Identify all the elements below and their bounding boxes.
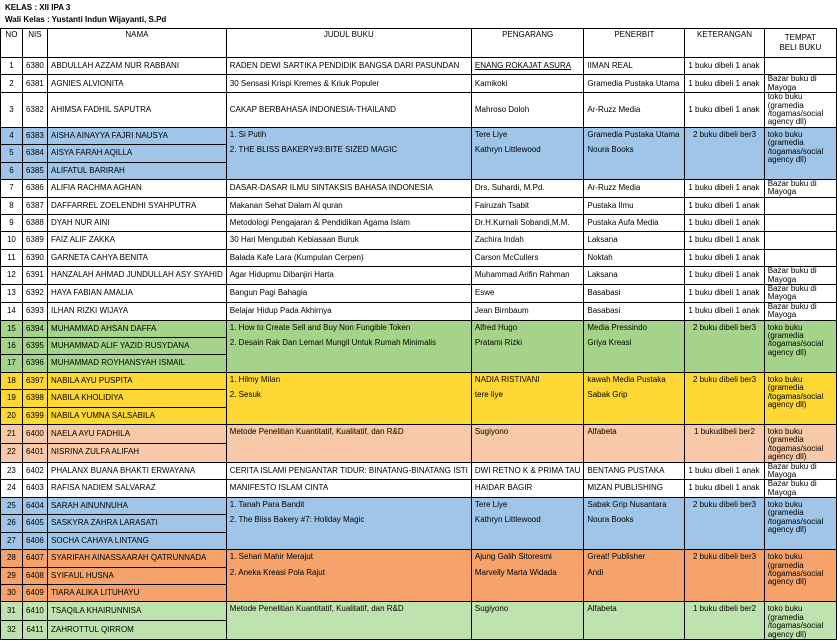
cell-nama[interactable]: DYAH NUR AINI [48,215,227,232]
pengarang-1: Tere Liye [474,500,508,510]
cell-judul[interactable]: 30 Hari Mengubah Kebiasaan Buruk [226,232,471,249]
table-row [1,550,837,567]
cell-no[interactable]: 17 [1,355,23,372]
cell-nis[interactable]: 6398 [22,390,47,407]
cell-tempat[interactable]: toko buku (gramedia /togamas/social agency dll) [764,498,836,550]
cell-tempat[interactable] [764,215,836,232]
cell-keterangan[interactable]: 2 buku dibeli ber3 [685,320,764,372]
cell-judul[interactable] [226,372,471,424]
cell-penerbit[interactable] [584,320,685,372]
cell-pengarang[interactable]: Zachira Indah [471,232,584,249]
cell-nis[interactable]: 6400 [22,424,47,443]
cell-penerbit[interactable]: Gramedia Pustaka Utama [584,75,685,93]
cell-nis[interactable]: 6386 [22,179,47,197]
cell-nis[interactable]: 6399 [22,407,47,424]
penerbit-2: Noura Books [587,145,634,155]
cell-nama[interactable]: SYIFAUL HUSNA [48,567,227,584]
cell-tempat[interactable]: toko buku (gramedia /togamas/social agency dll) [764,320,836,372]
judul-2: 2. Desain Rak Dan Lemari Mungil Untuk Rumah Minimalis [229,337,437,347]
cell-nis[interactable]: 6394 [22,320,47,337]
cell-keterangan[interactable]: 1 buku dibeli ber2 [685,602,764,640]
cell-penerbit[interactable] [584,127,685,179]
cell-nama[interactable]: AISYA FARAH AQILLA [48,145,227,162]
table-row [1,179,837,197]
cell-no[interactable]: 29 [1,567,23,584]
cell-nis[interactable]: 6406 [22,532,47,549]
cell-nis[interactable]: 6382 [22,93,47,128]
cell-no[interactable]: 32 [1,621,23,640]
cell-pengarang[interactable]: Fairuzah Tsabit [471,197,584,214]
col-header-nis[interactable]: NIS [22,29,47,58]
pengarang-1: Alfred Hugo [474,322,518,332]
table-row [1,215,837,232]
cell-penerbit[interactable] [584,550,685,602]
pengarang-2: Marvelly Marta Widada [474,567,557,577]
cell-keterangan[interactable]: 1 buku dibeli 1 anak [685,249,764,266]
cell-penerbit[interactable]: MIZAN PUBLISHING [584,480,685,498]
cell-tempat[interactable]: Bazar buku di Mayoga [764,179,836,197]
judul-2: 2. The Bliss Bakery #7: Holiday Magic [229,515,365,525]
cell-nama[interactable]: SYARIFAH AINASSAARAH QATRUNNADA [48,550,227,567]
pengarang-1: Tere Liye [474,129,508,139]
pengarang-2: Kathryn Littlewood [474,515,541,525]
cell-tempat[interactable]: Bazar buku di Mayoga [764,75,836,93]
cell-no[interactable]: 12 [1,267,23,285]
cell-keterangan[interactable]: 1 buku dibeli 1 anak [685,197,764,214]
cell-penerbit[interactable] [584,372,685,424]
cell-tempat[interactable]: toko buku (gramedia /togamas/social agency dll) [764,550,836,602]
judul-1: 1. Tanah Para Bandit [229,500,305,510]
table-row [1,498,837,515]
table-row [1,424,837,443]
cell-keterangan[interactable]: 1 buku dibeli 1 anak [685,267,764,285]
penerbit-1: Gramedia Pustaka Utama [587,129,680,139]
cell-judul[interactable]: Metode Penelitian Kuantitatif, Kualitatif, dan R&D [226,602,471,640]
cell-pengarang[interactable]: Carson McCullers [471,249,584,266]
cell-nis[interactable]: 6410 [22,602,47,621]
cell-nama[interactable]: MUHAMMAD AHSAN DAFFA [48,320,227,337]
cell-nama[interactable]: TSAQILA KHAIRUNNISA [48,602,227,621]
cell-keterangan[interactable]: 2 buku dibeli ber3 [685,550,764,602]
cell-nama[interactable]: FAIZ ALIF ZAKKA [48,232,227,249]
cell-nis[interactable]: 6389 [22,232,47,249]
cell-keterangan[interactable]: 2 buku dibeli ber3 [685,372,764,424]
cell-keterangan[interactable]: 1 buku dibeli 1 anak [685,232,764,249]
cell-tempat[interactable] [764,249,836,266]
judul-1: 1. How to Create Sell and Buy Non Fungible Token [229,322,411,332]
cell-penerbit[interactable] [584,498,685,550]
cell-nis[interactable]: 6380 [22,58,47,75]
cell-no[interactable]: 2 [1,75,23,93]
cell-no[interactable]: 5 [1,145,23,162]
cell-nama[interactable]: AHIMSA FADHIL SAPUTRA [48,93,227,128]
cell-keterangan[interactable]: 2 buku dibeli ber3 [685,127,764,179]
cell-no[interactable]: 28 [1,550,23,567]
table-body [1,58,837,640]
cell-nama[interactable]: DAFFARREL ZOELENDHI SYAHPUTRA [48,197,227,214]
cell-penerbit[interactable]: Alfabeta [584,602,685,640]
penerbit-1: Sabak Grip Nusantara [587,500,667,510]
cell-nama[interactable]: AISHA AINAYYA FAJRI NAUSYA [48,127,227,144]
cell-nis[interactable]: 6405 [22,515,47,532]
homeroom-teacher: Wali Kelas : Yustanti Indun Wijayanti, S.Pd [5,15,167,24]
table-row [1,232,837,249]
cell-keterangan[interactable]: 1 buku dibeli 1 anak [685,215,764,232]
col-header-keterangan[interactable]: KETERANGAN [685,29,764,58]
class-title: KELAS : XII IPA 3 [5,3,71,12]
cell-tempat[interactable]: toko buku (gramedia /togamas/social agency dll) [764,93,836,128]
cell-nis[interactable]: 6408 [22,567,47,584]
cell-nis[interactable]: 6411 [22,621,47,640]
cell-no[interactable]: 8 [1,197,23,214]
table-row [1,267,837,285]
cell-nis[interactable]: 6403 [22,480,47,498]
cell-nama[interactable]: PHALANX BUANA BHAKTI ERWAYANA [48,462,227,480]
cell-nama[interactable]: SASKYRA ZAHRA LARASATI [48,515,227,532]
cell-judul[interactable]: Balada Kafe Lara (Kumpulan Cerpen) [226,249,471,266]
cell-tempat[interactable]: toko buku (gramedia /togamas/social agency dll) [764,424,836,462]
cell-keterangan[interactable]: 1 buku dibeli 1 anak [685,480,764,498]
cell-nama[interactable]: ALIFATUL BARIRAH [48,162,227,179]
cell-nama[interactable]: AGNIES ALVIONITA [48,75,227,93]
cell-nis[interactable]: 6387 [22,197,47,214]
cell-no[interactable]: 10 [1,232,23,249]
cell-pengarang[interactable]: Sugiyono [471,424,584,462]
cell-penerbit[interactable]: Noktah [584,249,685,266]
cell-no[interactable]: 31 [1,602,23,621]
cell-penerbit[interactable]: Ar-Ruzz Media [584,93,685,128]
cell-judul[interactable]: Makanan Sehat Dalam Al quran [226,197,471,214]
pengarang-1: NADIA RISTIVANI [474,374,540,384]
col-header-nama[interactable]: NAMA [48,29,227,58]
cell-no[interactable]: 15 [1,320,23,337]
cell-nama[interactable]: RAFISA NADIEM SALVARAZ [48,480,227,498]
pengarang-2: Kathryn Littlewood [474,145,541,155]
cell-nis[interactable]: 6390 [22,249,47,266]
col-header-tempat[interactable]: TEMPAT BELI BUKU [764,29,836,58]
pengarang-2: Pratami Rizki [474,337,523,347]
cell-pengarang[interactable]: DWI RETNO K & PRIMA TAU [471,462,584,480]
cell-nama[interactable]: HANZALAH AHMAD JUNDULLAH ASY SYAHID [48,267,227,285]
table-row [1,320,837,337]
judul-1: 1. Sehari Mahir Merajut [229,552,313,562]
cell-no[interactable]: 20 [1,407,23,424]
cell-nama[interactable]: HAYA FABIAN AMALIA [48,285,227,303]
cell-judul[interactable]: DASAR-DASAR ILMU SINTAKSIS BAHASA INDONESIA [226,179,471,197]
cell-nis[interactable]: 6401 [22,443,47,462]
cell-pengarang[interactable] [471,372,584,424]
cell-no[interactable]: 4 [1,127,23,144]
cell-nama[interactable]: NISRINA ZULFA ALIFAH [48,443,227,462]
cell-penerbit[interactable]: Pustaka Aufa Media [584,215,685,232]
cell-nama[interactable]: NABILA KHOLIDIYA [48,390,227,407]
cell-nis[interactable]: 6393 [22,302,47,320]
cell-keterangan[interactable]: 1 buku dibeli 1 anak [685,93,764,128]
cell-penerbit[interactable]: Basabasi [584,285,685,303]
cell-no[interactable]: 13 [1,285,23,303]
cell-judul[interactable]: Bangun Pagi Bahagia [226,285,471,303]
judul-1: 1. Si Putih [229,129,267,139]
cell-tempat[interactable]: Bazar buku di Mayoga [764,267,836,285]
table-row [1,127,837,144]
penerbit-1: kawah Media Pustaka [587,374,666,384]
cell-penerbit[interactable]: BENTANG PUSTAKA [584,462,685,480]
cell-tempat[interactable] [764,232,836,249]
judul-2: 2. Sesuk [229,390,261,400]
judul-2: 2. Aneka Kreasi Pola Rajut [229,567,325,577]
cell-nis[interactable]: 6384 [22,145,47,162]
cell-no[interactable]: 11 [1,249,23,266]
cell-nis[interactable]: 6391 [22,267,47,285]
cell-nis[interactable]: 6383 [22,127,47,144]
cell-nis[interactable]: 6404 [22,498,47,515]
cell-penerbit[interactable]: Pustaka Ilmu [584,197,685,214]
cell-no[interactable]: 22 [1,443,23,462]
cell-pengarang[interactable]: Muhammad Arifin Rahman [471,267,584,285]
cell-tempat[interactable]: Bazar buku di Mayoga [764,285,836,303]
cell-nama[interactable]: TIARA ALIKA LITUHAYU [48,585,227,602]
cell-nis[interactable]: 6402 [22,462,47,480]
col-header-no[interactable]: NO [1,29,23,58]
cell-judul[interactable] [226,127,471,179]
cell-nama[interactable]: NABILA AYU PUSPITA [48,372,227,389]
cell-nis[interactable]: 6409 [22,585,47,602]
cell-tempat[interactable]: toko buku (gramedia /togamas/social agency dll) [764,602,836,640]
cell-pengarang[interactable] [471,320,584,372]
table-row [1,93,837,128]
cell-judul[interactable]: RADEN DEWI SARTIKA PENDIDIK BANGSA DARI PASUNDAN [226,58,471,75]
cell-keterangan[interactable]: 1 buku dibeli 1 anak [685,75,764,93]
cell-no[interactable]: 19 [1,390,23,407]
cell-no[interactable]: 26 [1,515,23,532]
table-row [1,462,837,480]
cell-tempat[interactable]: Bazar buku di Mayoga [764,302,836,320]
cell-keterangan[interactable]: 1 buku dibeli 1 anak [685,462,764,480]
col-header-pengarang[interactable]: PENGARANG [471,29,584,58]
judul-2: 2. THE BLISS BAKERY#3:BITE SIZED MAGIC [229,145,398,155]
pengarang-2: tere liye [474,390,503,400]
cell-keterangan[interactable]: 1 buku dibeli 1 anak [685,302,764,320]
table-row [1,285,837,303]
penerbit-2: Andi [587,567,604,577]
cell-pengarang[interactable]: ENANG ROKAJAT ASURA [471,58,584,75]
table-row [1,249,837,266]
cell-nama[interactable]: MUHAMMAD ROYHANSYAH ISMAIL [48,355,227,372]
header-row [1,29,837,58]
cell-judul[interactable]: Agar Hidupmu Dibanjiri Harta [226,267,471,285]
cell-pengarang[interactable] [471,550,584,602]
cell-pengarang[interactable]: Sugiyono [471,602,584,640]
cell-judul[interactable]: CERITA ISLAMI PENGANTAR TIDUR: BINATANG-BINATANG ISTI [226,462,471,480]
cell-penerbit[interactable]: Laksana [584,232,685,249]
cell-nama[interactable]: ALIFIA RACHMA AGHAN [48,179,227,197]
cell-nama[interactable]: SARAH AINUNNUHA [48,498,227,515]
judul-1: 1. Hilmy Milan [229,374,281,384]
cell-nis[interactable]: 6388 [22,215,47,232]
penerbit-1: Great! Publisher [587,552,646,562]
cell-nama[interactable]: SOCHA CAHAYA LINTANG [48,532,227,549]
table-row [1,480,837,498]
cell-nama[interactable]: ABDULLAH AZZAM NUR RABBANI [48,58,227,75]
table-row [1,302,837,320]
cell-no[interactable]: 27 [1,532,23,549]
cell-pengarang[interactable]: Dr.H.Kurnali Sobandi,M.M. [471,215,584,232]
book-table [0,28,837,640]
cell-no[interactable]: 24 [1,480,23,498]
cell-nama[interactable]: GARNETA CAHYA BENITA [48,249,227,266]
cell-judul[interactable] [226,320,471,372]
cell-nis[interactable]: 6392 [22,285,47,303]
table-row [1,58,837,75]
cell-nis[interactable]: 6381 [22,75,47,93]
cell-judul[interactable] [226,498,471,550]
cell-keterangan[interactable]: 1 buku dibeli 1 anak [685,285,764,303]
cell-nama[interactable]: MUHAMMAD ALIF YAZID RUSYDANA [48,337,227,354]
cell-pengarang[interactable]: Kamikoki [471,75,584,93]
cell-tempat[interactable]: toko buku (gramedia /togamas/social agency dll) [764,372,836,424]
cell-no[interactable]: 16 [1,337,23,354]
cell-nis[interactable]: 6395 [22,337,47,354]
cell-pengarang[interactable]: HAIDAR BAGIR [471,480,584,498]
col-header-penerbit[interactable]: PENERBIT [584,29,685,58]
cell-judul[interactable]: Metode Penelitian Kuantitatif, Kualitatif, dan R&D [226,424,471,462]
cell-judul[interactable]: Metodologi Pengajaran & Pendidikan Agama Islam [226,215,471,232]
cell-no[interactable]: 14 [1,302,23,320]
cell-pengarang[interactable]: Mahroso Doloh [471,93,584,128]
cell-pengarang[interactable]: Jean Birnbaum [471,302,584,320]
cell-nis[interactable]: 6396 [22,355,47,372]
cell-penerbit[interactable]: Alfabeta [584,424,685,462]
cell-keterangan[interactable]: 1 buku dibeli 1 anak [685,58,764,75]
cell-pengarang[interactable] [471,498,584,550]
cell-no[interactable]: 1 [1,58,23,75]
cell-penerbit[interactable]: Basabasi [584,302,685,320]
cell-nama[interactable]: ZAHROTTUL QIRROM [48,621,227,640]
cell-judul[interactable] [226,550,471,602]
cell-tempat[interactable]: toko buku (gramedia /togamas/social agency dll) [764,127,836,179]
cell-no[interactable]: 25 [1,498,23,515]
cell-no[interactable]: 23 [1,462,23,480]
cell-no[interactable]: 30 [1,585,23,602]
cell-tempat[interactable] [764,197,836,214]
penerbit-1: Media Pressindo [587,322,647,332]
cell-judul[interactable]: CAKAP BERBAHASA INDONESIA-THAILAND [226,93,471,128]
table-row [1,372,837,389]
cell-tempat[interactable]: Bazar buku di Mayoga [764,480,836,498]
cell-nis[interactable]: 6385 [22,162,47,179]
cell-no[interactable]: 18 [1,372,23,389]
pengarang-1: Ajung Galih Sitoresmi [474,552,552,562]
penerbit-2: Sabak Grip [587,390,628,400]
cell-no[interactable]: 21 [1,424,23,443]
cell-nama[interactable]: ILHAN RIZKI WIJAYA [48,302,227,320]
cell-pengarang[interactable]: Eswe [471,285,584,303]
cell-pengarang[interactable]: Drs. Suhardi, M.Pd. [471,179,584,197]
cell-nama[interactable]: NAELA AYU FADHILA [48,424,227,443]
cell-tempat[interactable]: Bazar buku di Mayoga [764,462,836,480]
cell-tempat[interactable] [764,58,836,75]
cell-judul[interactable]: MANIFESTO ISLAM CINTA [226,480,471,498]
cell-no[interactable]: 9 [1,215,23,232]
table-row [1,197,837,214]
table-row [1,602,837,621]
cell-no[interactable]: 3 [1,93,23,128]
cell-nis[interactable]: 6407 [22,550,47,567]
cell-penerbit[interactable]: Laksana [584,267,685,285]
cell-keterangan[interactable]: 1 bukudibeli ber2 [685,424,764,462]
cell-no[interactable]: 7 [1,179,23,197]
cell-keterangan[interactable]: 2 buku dibeli ber3 [685,498,764,550]
cell-nama[interactable]: NABILA YUMNA SALSABILA [48,407,227,424]
penerbit-2: Noura Books [587,515,634,525]
cell-penerbit[interactable]: IIMAN REAL [584,58,685,75]
cell-no[interactable]: 6 [1,162,23,179]
cell-judul[interactable]: Belajar Hidup Pada Akhirnya [226,302,471,320]
col-header-judul[interactable]: JUDUL BUKU [226,29,471,58]
cell-penerbit[interactable]: Ar-Ruzz Media [584,179,685,197]
cell-pengarang[interactable] [471,127,584,179]
cell-keterangan[interactable]: 1 buku dibeli 1 anak [685,179,764,197]
penerbit-2: Griya Kreasi [587,337,632,347]
cell-nis[interactable]: 6397 [22,372,47,389]
cell-judul[interactable]: 30 Sensasi Krispi Kremes & Kriuk Populer [226,75,471,93]
table-row [1,75,837,93]
